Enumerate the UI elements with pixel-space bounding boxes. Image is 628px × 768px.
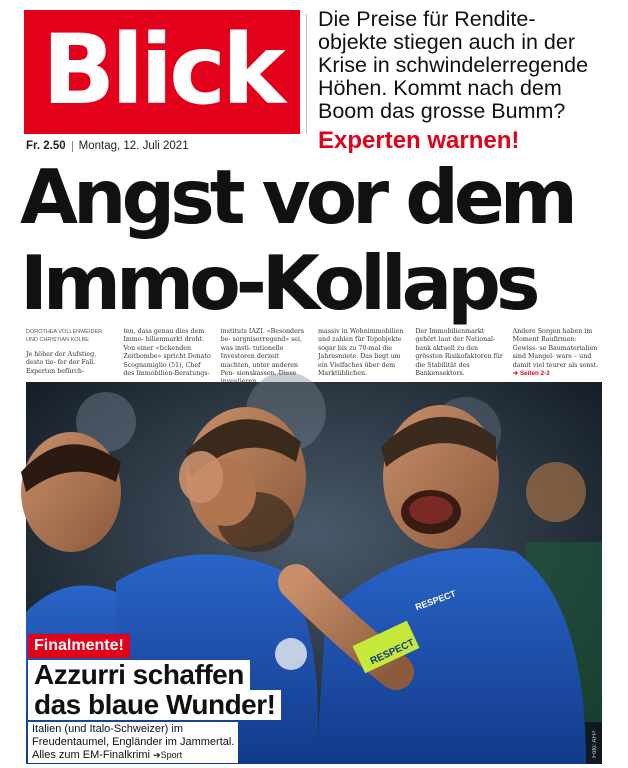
article-column [221, 328, 310, 376]
article-column-text: Je höher der Aufstieg, desto tie- fer der Fall. Experten befürch- [26, 350, 97, 375]
euro-badge-icon [275, 638, 307, 670]
jersey-text: RESPECT [413, 588, 458, 613]
logo-text: Blick [42, 14, 282, 126]
teaser-line: Höhen. Kommt nach dem [318, 76, 562, 100]
teaser-line: Die Preise für Rendite- [318, 7, 536, 31]
article-column [415, 328, 504, 376]
photo-credit: Foto: AFP [592, 731, 598, 758]
article-column-text: Der Immobilienmarkt gehört laut der National- bank aktuell zu den grössten Risikofaktoren für die Stabilität des Bankensektors. [415, 328, 503, 378]
main-headline-line-1[interactable]: Angst vor dem [20, 153, 573, 241]
photo-story-kicker[interactable]: Finalmente! [28, 634, 130, 658]
article-page-ref[interactable]: Seiten 2-3 [519, 370, 550, 378]
issue-date: Montag, 12. Juli 2021 [78, 140, 189, 152]
teaser-text[interactable] [318, 8, 618, 123]
article-body [26, 328, 602, 376]
issue-price: Fr. 2.50 [26, 140, 66, 152]
arrow-right-icon: ➔ [512, 370, 518, 378]
subline-line: Italien (und Italo-Schweizer) im [32, 723, 184, 735]
masthead-divider [306, 14, 307, 134]
article-column [318, 328, 407, 376]
article-column [26, 328, 115, 376]
main-headline-line-2[interactable]: Immo-Kollaps [20, 239, 536, 327]
subline-line: Alles zum EM-Finalkrimi [32, 749, 150, 761]
teaser-line: objekte stiegen auch in der [318, 30, 575, 54]
article-column [513, 328, 602, 376]
teaser-line: Krise in schwindelerregende [318, 53, 589, 77]
blick-logo[interactable] [24, 10, 300, 134]
article-column-text: instituts IAZI. «Besonders be- sorgniserregend» sei, was insti- tutionelle Investoren derzeit machten, unter anderen Pen- sionskassen. Diese [220, 328, 305, 378]
article-column [123, 328, 212, 376]
article-column-text: Andere Sorgen haben im Moment Baufirmen: Gewiss- se Baumaterialien sind Mangel- ware – und damit viel teurer als sonst. [512, 328, 599, 369]
photo-story-subline[interactable] [28, 722, 238, 763]
article-column-text: massiv in Wohnimmobilien und zahlen für Topobjekte sogar bis zu 70-mal die Jahresmiete. Das liegt um ein Vielfaches über dem Marktüblichen. [317, 328, 404, 378]
teaser-line: Boom das grosse Bumm? [318, 99, 566, 123]
article-authors: DOROTHEA VOLLENWEIDER UND CHRISTIAN KOLBE [26, 329, 103, 344]
article-column-text: ten, dass genau dies dem Immo- bilienmarkt droht. Von einer «tickenden Zeitbombe» spricht Donato Scognamiglio (51), Chef des Immobilien-Beratungs- [123, 328, 211, 378]
dateline-separator [72, 141, 73, 152]
teaser-highlight[interactable]: Experten warnen! [318, 127, 520, 154]
arrow-right-icon: ➔ [153, 750, 161, 760]
photo-story-page-ref[interactable]: Sport [160, 750, 183, 760]
photo-story-headline-line-2[interactable]: das blaue Wunder! [28, 690, 281, 720]
subline-line: Freudentaumel, Engländer im Jammertal. [32, 736, 235, 748]
armband-text: RESPECT [368, 637, 417, 668]
photo-story-headline-line-1[interactable]: Azzurri schaffen [28, 660, 250, 690]
dateline [26, 140, 189, 152]
